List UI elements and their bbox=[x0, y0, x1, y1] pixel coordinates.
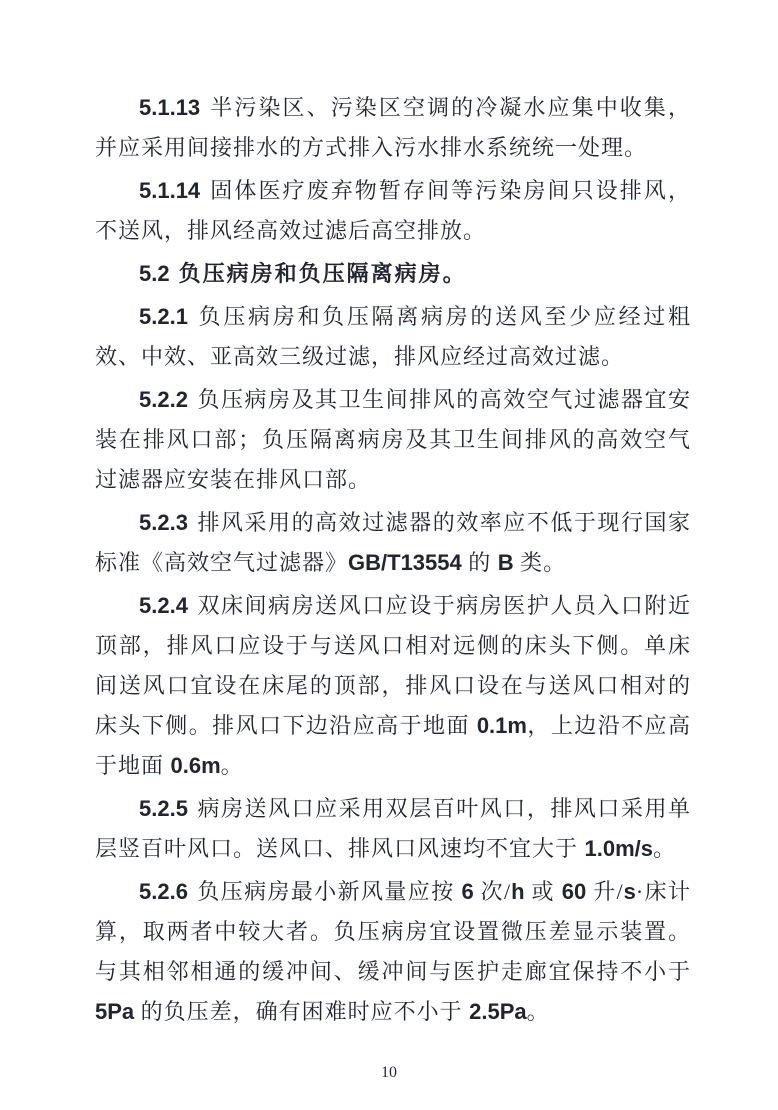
clause-text: 半污染区、污染区空调的冷凝水应集中收集，并应采用间接排水的方式排入污水排水系统统一处理。 bbox=[95, 95, 691, 160]
clause-5.2.3 bbox=[95, 503, 691, 583]
clause-5.1.13 bbox=[95, 88, 691, 168]
latin-text: 0.6m bbox=[170, 753, 221, 778]
clause-number: 5.2.6 bbox=[139, 879, 188, 904]
clause-number: 5.2.3 bbox=[139, 510, 188, 535]
clause-5.1.14 bbox=[95, 171, 691, 251]
clause-text: 负压病房和负压隔离病房。 bbox=[178, 261, 467, 286]
clause-text: 排风采用的高效过滤器的效率应不低于现行国家标准《高效空气过滤器》GB/T13554 的 B 类。 bbox=[95, 510, 691, 575]
latin-text: s bbox=[623, 879, 636, 904]
latin-text: 2.5Pa bbox=[469, 999, 527, 1024]
latin-text: 6 bbox=[461, 879, 474, 904]
section-heading-5.2 bbox=[95, 254, 691, 294]
clause-number: 5.2.2 bbox=[139, 387, 188, 412]
clause-5.2.4 bbox=[95, 586, 691, 786]
clause-text: 负压病房最小新风量应按 6 次/h 或 60 升/s·床计算，取两者中较大者。负压病房宜设置微压差显示装置。与其相邻相通的缓冲间、缓冲间与医护走廊宜保持不小于 5Pa 的负压差，确有困难时应不小于 2.5Pa。 bbox=[95, 879, 691, 1024]
page-number: 10 bbox=[381, 1064, 397, 1081]
clause-5.2.6 bbox=[95, 872, 691, 1032]
clause-text: 负压病房和负压隔离病房的送风至少应经过粗效、中效、亚高效三级过滤，排风应经过高效过滤。 bbox=[95, 304, 691, 369]
latin-text: 5Pa bbox=[95, 999, 135, 1024]
clause-number: 5.1.13 bbox=[139, 95, 201, 120]
document-body bbox=[95, 88, 691, 1035]
clause-text: 双床间病房送风口应设于病房医护人员入口附近顶部，排风口应设于与送风口相对远侧的床头下侧。单床间送风口宜设在床尾的顶部，排风口设在与送风口相对的床头下侧。排风口下边沿应高于地面 0.1m，上边沿不应高于地面 0.6m。 bbox=[95, 593, 691, 778]
clause-number: 5.2.4 bbox=[139, 593, 188, 618]
latin-text: 1.0m/s bbox=[584, 836, 654, 861]
clause-5.2.2 bbox=[95, 380, 691, 500]
latin-text: B bbox=[497, 550, 514, 575]
page-footer bbox=[0, 1064, 778, 1082]
clause-number: 5.2 bbox=[139, 261, 170, 286]
latin-text: h bbox=[511, 879, 525, 904]
latin-text: 0.1m bbox=[476, 713, 527, 738]
clause-text: 病房送风口应采用双层百叶风口，排风口采用单层竖百叶风口。送风口、排风口风速均不宜大于 1.0m/s。 bbox=[95, 796, 691, 861]
clause-text: 固体医疗废弃物暂存间等污染房间只设排风，不送风，排风经高效过滤后高空排放。 bbox=[95, 178, 691, 243]
clause-5.2.1 bbox=[95, 297, 691, 377]
clause-number: 5.2.5 bbox=[139, 796, 188, 821]
latin-text: GB/T13554 bbox=[348, 550, 462, 575]
latin-text: 60 bbox=[561, 879, 587, 904]
clause-text: 负压病房及其卫生间排风的高效空气过滤器宜安装在排风口部；负压隔离病房及其卫生间排风的高效空气过滤器应安装在排风口部。 bbox=[95, 387, 691, 492]
clause-number: 5.1.14 bbox=[139, 178, 201, 203]
clause-number: 5.2.1 bbox=[139, 304, 188, 329]
clause-5.2.5 bbox=[95, 789, 691, 869]
